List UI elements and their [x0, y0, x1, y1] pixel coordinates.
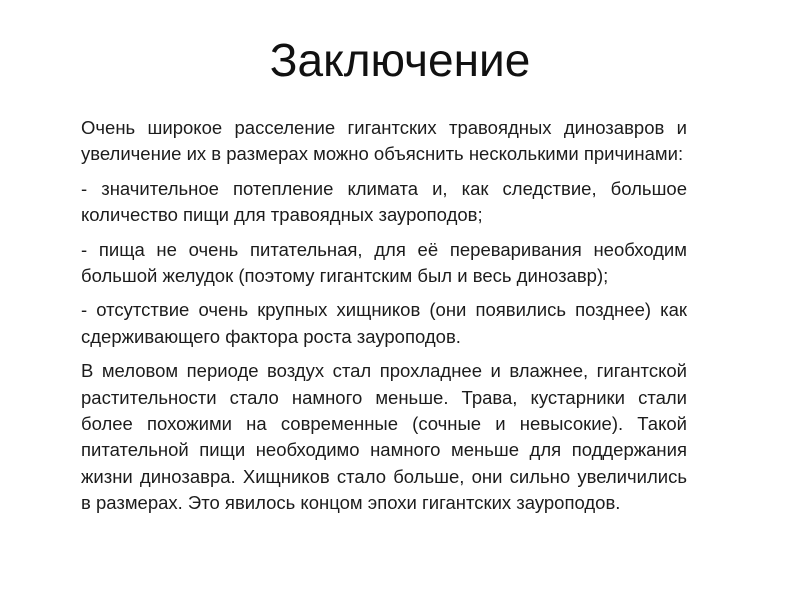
reason-predators: - отсутствие очень крупных хищников (они появились позднее) как сдерживающего фактора роста зауроподов.	[81, 299, 687, 347]
cretaceous-paragraph: В меловом периоде воздух стал прохладнее и влажнее, гигантской растительности стало намного меньше. Трава, кустарники стали более похожими на современные (сочные и невысокие). Такой питательной пищи необходимо намного меньше для поддержания жизни динозавра. Хищников стало больше, они сильно увеличились в размерах. Это явилось концом эпохи гигантских зауроподов.	[81, 360, 687, 514]
intro-paragraph: Очень широкое расселение гигантских травоядных динозавров и увеличение их в размерах можно объяснить несколькими причинами:	[81, 117, 687, 165]
reason-climate: - значительное потепление климата и, как следствие, большое количество пищи для травоядных зауроподов;	[81, 177, 687, 226]
slide-body	[81, 115, 687, 525]
slide-title: Заключение	[269, 34, 531, 86]
reason-food: - пища не очень питательная, для её переваривания необходим большой желудок (поэтому гигантским был и весь динозавр);	[81, 238, 687, 287]
